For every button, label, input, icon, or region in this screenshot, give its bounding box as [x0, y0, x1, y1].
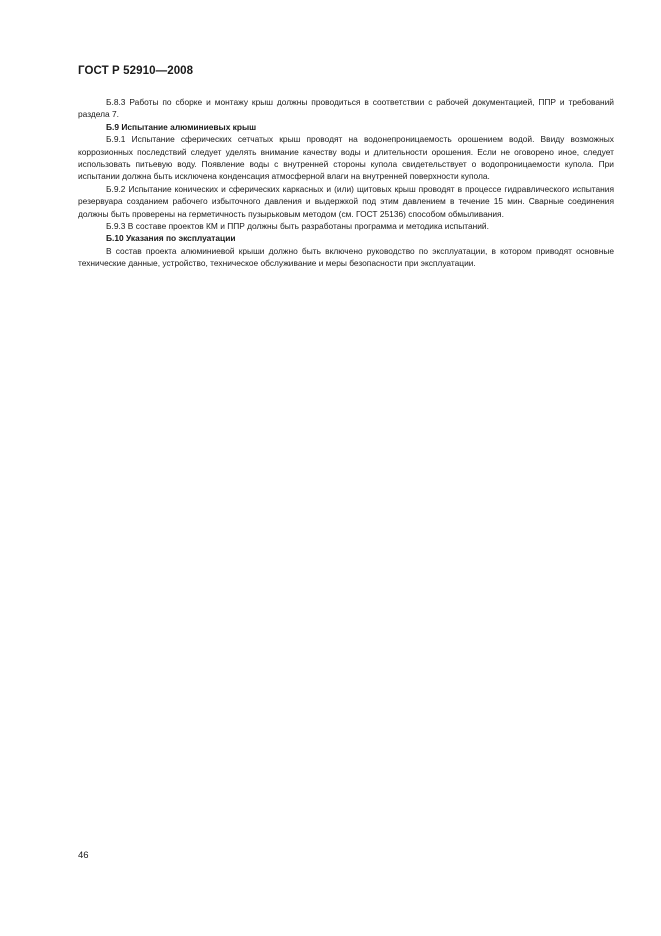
- section-heading-b-10: Б.10 Указания по эксплуатации: [106, 233, 236, 244]
- page-number: 46: [78, 850, 89, 861]
- paragraph-b-9-1: Б.9.1 Испытание сферических сетчатых крыш проводят на водонепроницаемость орошением водой. Ввиду возможных коррозионных последствий следует уделять внимание качеству воды и длительности орошения. Если не оговорено иное, следует использовать питьевую воду. Появление воды с внутренней стороны купола свидетельствует о водопроницаемости купола. При испытании должна быть исключена конденсация атмосферной влаги на внутренней поверхности купола.: [78, 134, 614, 182]
- paragraph-b-8-3: Б.8.3 Работы по сборке и монтажу крыш должны проводиться в соответствии с рабочей документацией, ППР и требований раздела 7.: [78, 97, 614, 120]
- section-heading-b-9: Б.9 Испытание алюминиевых крыш: [106, 121, 257, 132]
- document-body: [78, 96, 614, 270]
- paragraph-b-9-3: Б.9.3 В составе проектов КМ и ППР должны быть разработаны программа и методика испытаний.: [106, 221, 489, 232]
- paragraph-b-9-2: Б.9.2 Испытание конических и сферических каркасных и (или) щитовых крыш проводят в процессе гидравлического испытания резервуара созданием рабочего избыточного давления и выдержкой под этим давлением в течение 15 мин. Сварные соединения должны быть проверены на герметичность пузырьковым методом (см. ГОСТ 25136) способом обмыливания.: [78, 183, 614, 219]
- paragraph-b-10: В состав проекта алюминиевой крыши должно быть включено руководство по эксплуатации, в котором приводят основные технические данные, устройство, техническое обслуживание и меры безопасности при эксплуатации.: [78, 245, 614, 269]
- document-header: ГОСТ Р 52910—2008: [78, 65, 194, 77]
